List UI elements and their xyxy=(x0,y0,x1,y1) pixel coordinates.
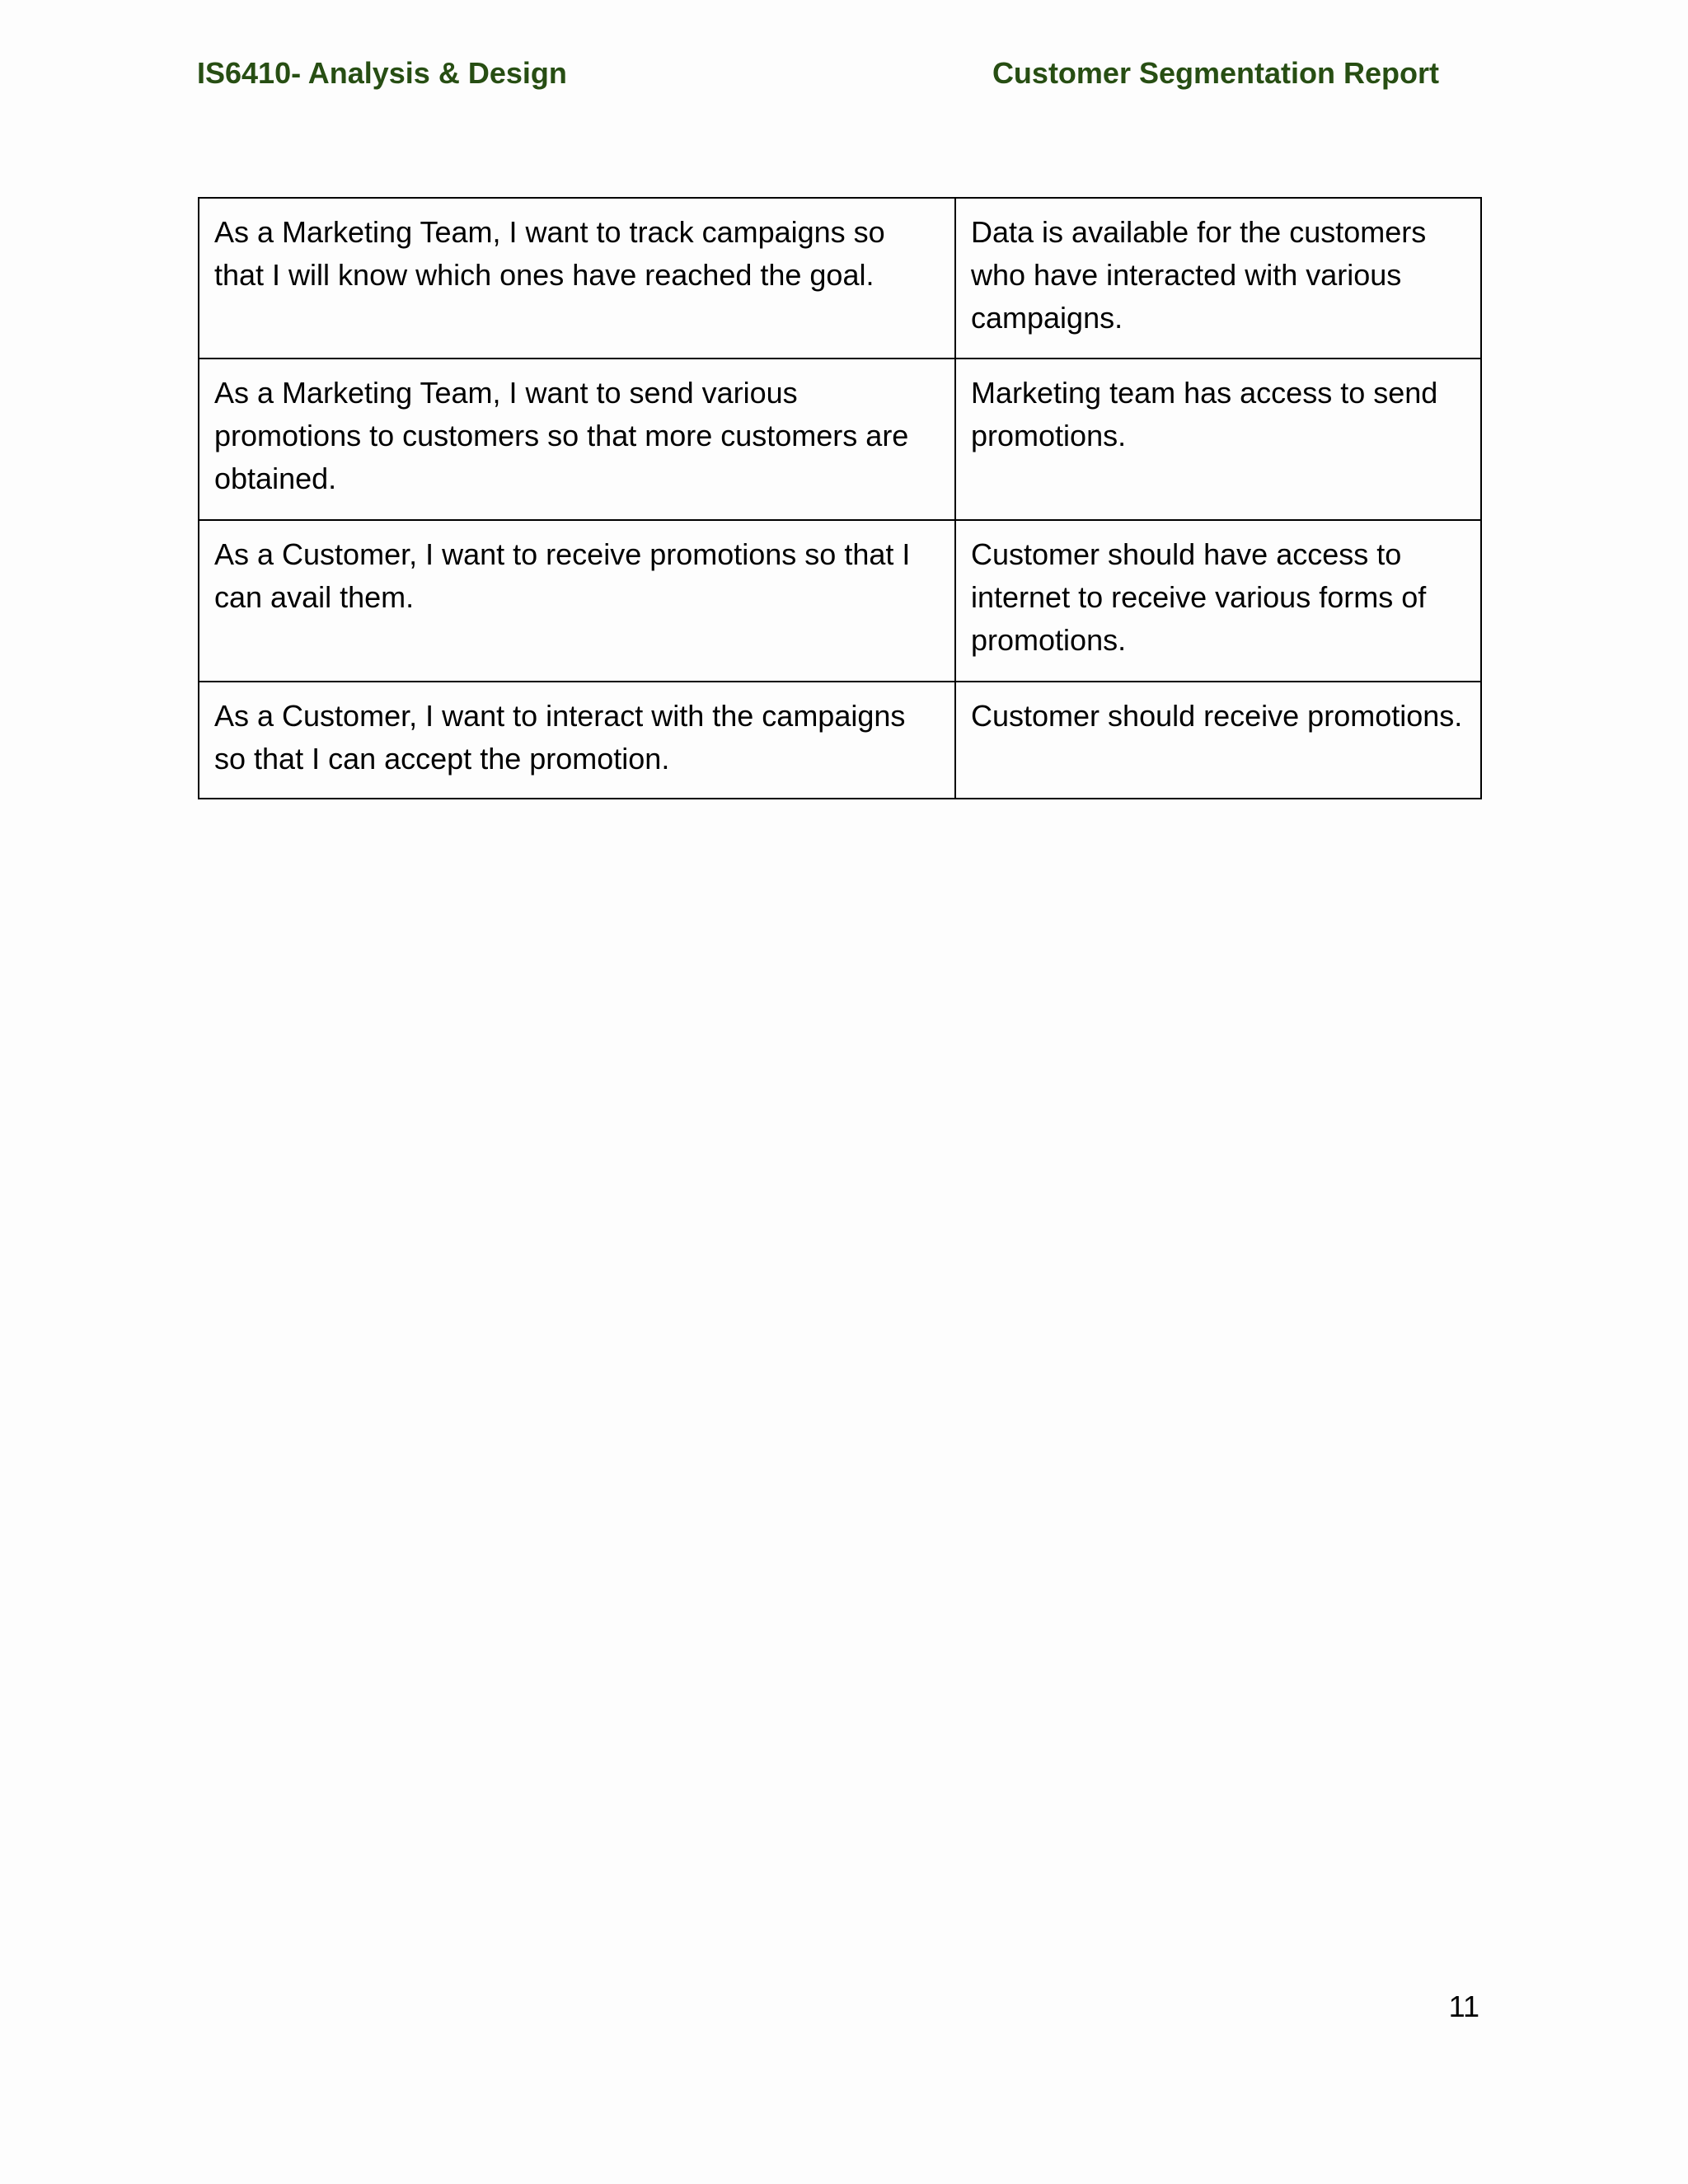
condition-cell: Marketing team has access to send promotions. xyxy=(955,359,1481,520)
header-report-title: Customer Segmentation Report xyxy=(992,56,1439,90)
table-row xyxy=(199,359,1481,520)
user-story-cell: As a Marketing Team, I want to send various promotions to customers so that more customers are obtained. xyxy=(199,359,955,520)
user-story-cell: As a Customer, I want to receive promotions so that I can avail them. xyxy=(199,520,955,682)
user-story-cell: As a Marketing Team, I want to track campaigns so that I will know which ones have reached the goal. xyxy=(199,198,955,359)
user-story-cell: As a Customer, I want to interact with the campaigns so that I can accept the promotion. xyxy=(199,682,955,799)
table-row xyxy=(199,682,1481,799)
condition-cell: Data is available for the customers who have interacted with various campaigns. xyxy=(955,198,1481,359)
condition-cell: Customer should receive promotions. xyxy=(955,682,1481,799)
condition-cell: Customer should have access to internet to receive various forms of promotions. xyxy=(955,520,1481,682)
table-row xyxy=(199,520,1481,682)
page-number: 11 xyxy=(1448,1990,1479,2023)
table-row xyxy=(199,198,1481,359)
user-stories-table xyxy=(198,197,1482,799)
header-course-title: IS6410- Analysis & Design xyxy=(197,56,567,90)
